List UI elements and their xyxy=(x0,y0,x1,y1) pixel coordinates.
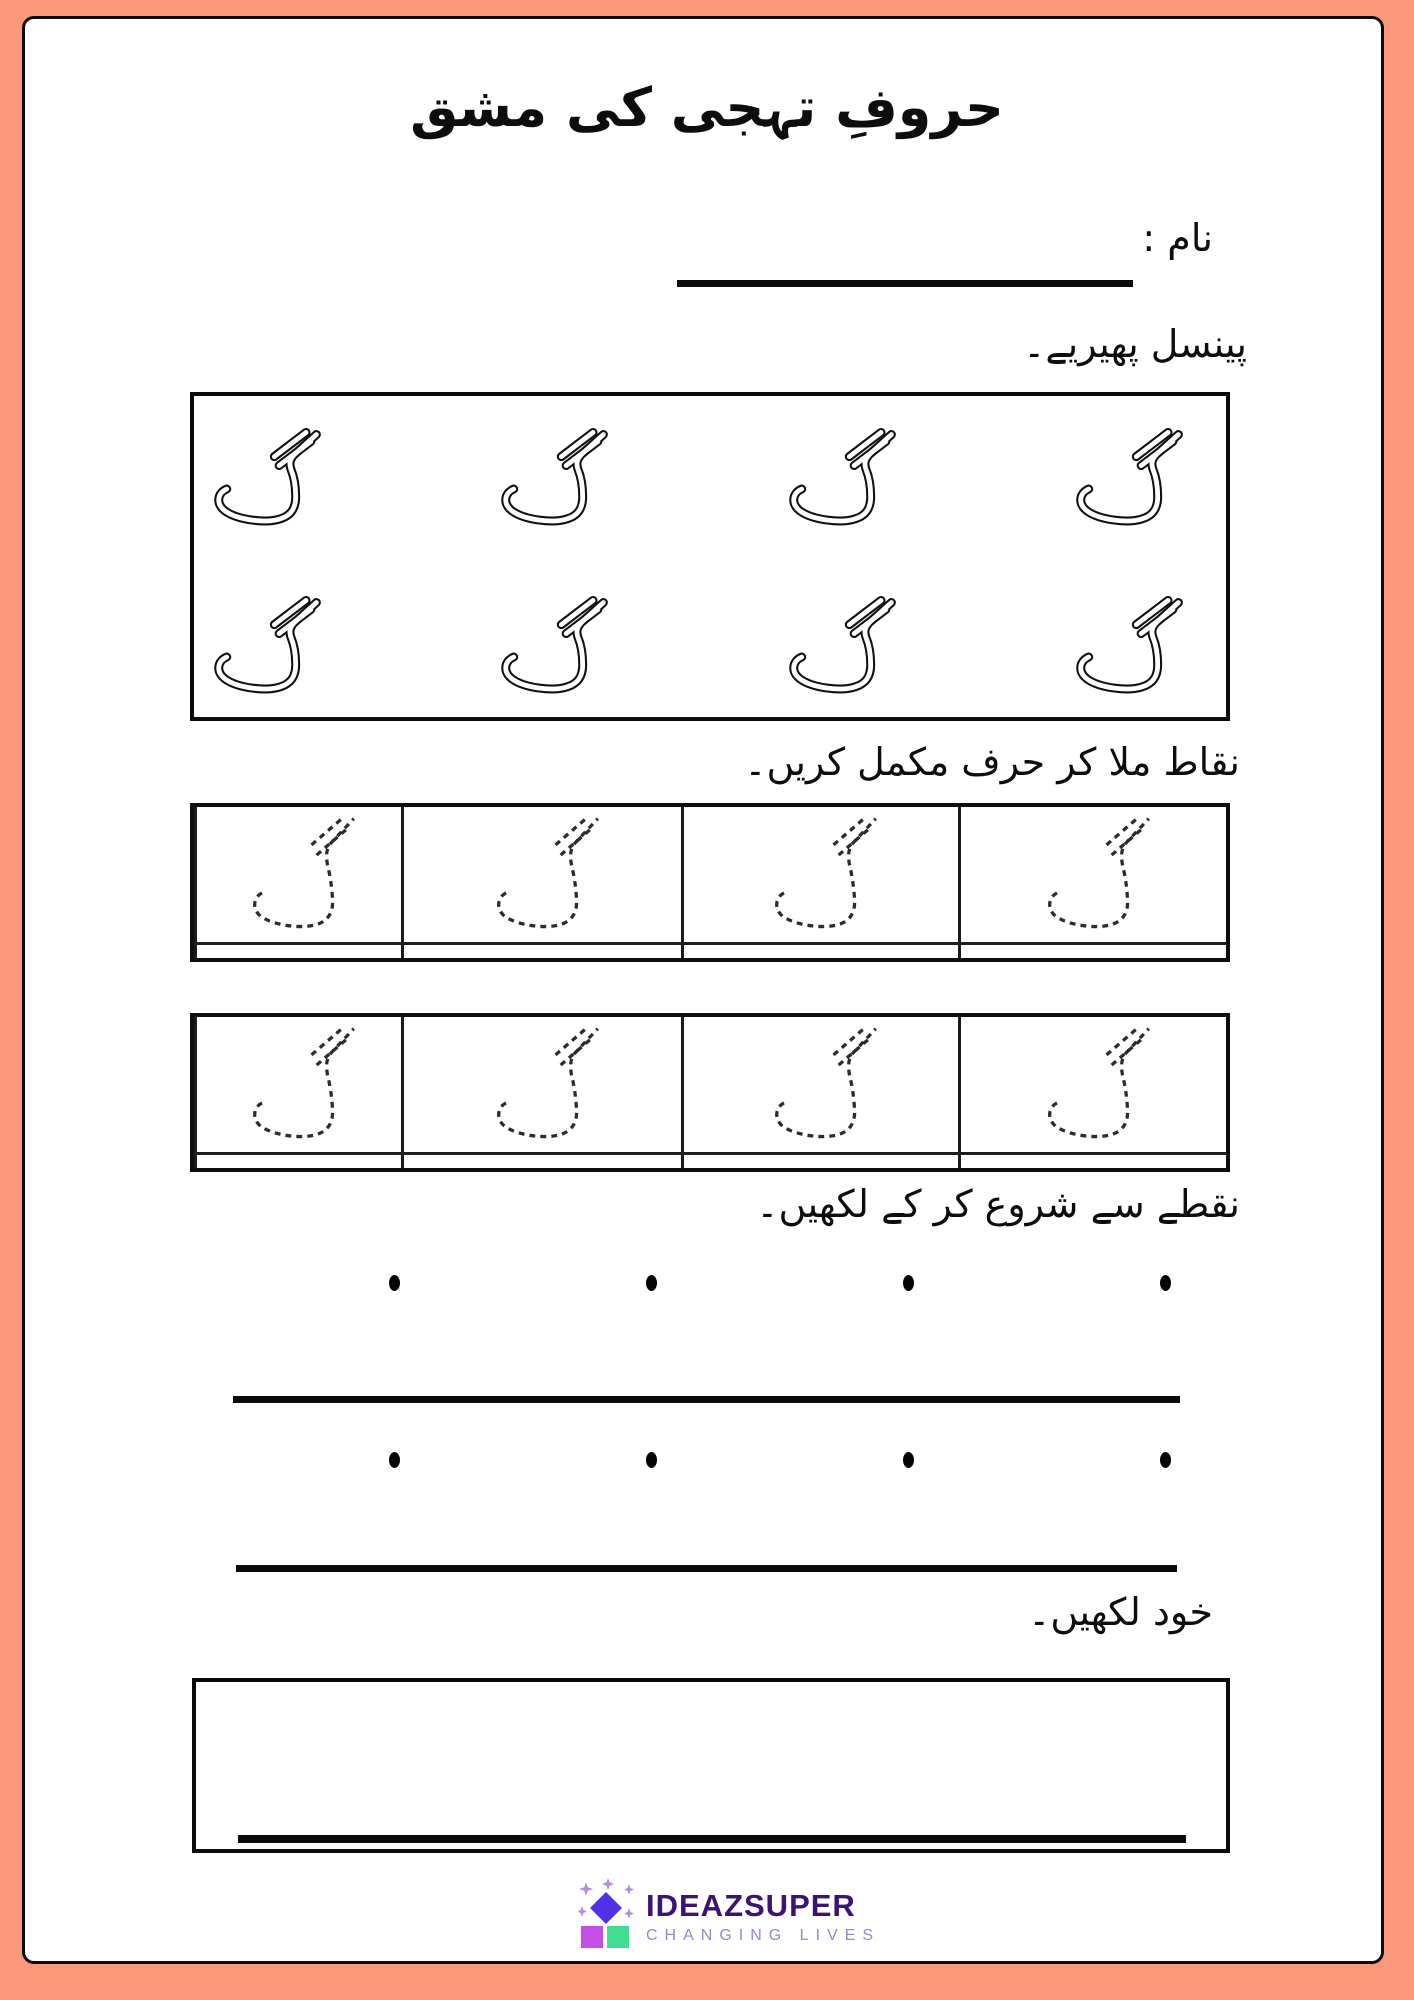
name-write-line xyxy=(677,280,1133,287)
gaf-outline-letter xyxy=(493,422,631,543)
gaf-dashed-letter xyxy=(244,807,368,949)
instruction-start-from-dot: نقطے سے شروع کر کے لکھیں۔ xyxy=(756,1182,1240,1226)
gaf-dashed-letter xyxy=(488,807,612,949)
gaf-outline-letter xyxy=(206,422,344,543)
gaf-outline-letter xyxy=(781,422,919,543)
gaf-outline-letter xyxy=(493,590,631,711)
worksheet-page xyxy=(22,16,1384,1964)
start-dot xyxy=(646,1452,657,1468)
trace-cell xyxy=(681,807,958,958)
name-label: نام : xyxy=(1142,216,1213,260)
start-dot xyxy=(903,1452,914,1468)
start-dot xyxy=(903,1275,914,1291)
trace-cell xyxy=(958,807,1226,958)
gaf-dashed-letter xyxy=(1039,807,1163,949)
trace-cell xyxy=(194,1017,401,1168)
trace-letter-row xyxy=(206,582,1206,718)
trace-cell xyxy=(958,1017,1226,1168)
gaf-outline-letter xyxy=(1068,422,1206,543)
gaf-dashed-letter xyxy=(1039,1017,1163,1159)
self-write-line xyxy=(238,1835,1186,1843)
instruction-trace: پینسل پھیریے۔ xyxy=(1023,322,1247,366)
dotted-trace-row xyxy=(190,1013,1230,1172)
trace-letters-box xyxy=(190,392,1230,721)
brand-logo xyxy=(578,1878,880,1948)
trace-letter-row xyxy=(206,414,1206,550)
trace-cell xyxy=(401,807,681,958)
page-title: حروفِ تہجی کی مشق xyxy=(410,76,1004,139)
instruction-write-yourself: خود لکھیں۔ xyxy=(1028,1590,1213,1634)
instruction-connect-dots: نقاط ملا کر حرف مکمل کریں۔ xyxy=(744,740,1240,784)
gaf-dashed-letter xyxy=(766,807,890,949)
baseline xyxy=(194,942,1226,945)
gaf-outline-letter xyxy=(781,590,919,711)
start-dot xyxy=(646,1275,657,1291)
writing-rule-line xyxy=(236,1565,1177,1572)
start-dot xyxy=(1160,1452,1171,1468)
self-write-box xyxy=(192,1678,1230,1853)
trace-cell xyxy=(194,807,401,958)
logo-tagline: CHANGING LIVES xyxy=(646,1927,881,1944)
logo-text-block xyxy=(646,1878,880,1944)
gaf-dashed-letter xyxy=(244,1017,368,1159)
logo-diamond-icon xyxy=(578,1878,634,1948)
guide-dots-row xyxy=(190,1275,1230,1291)
guide-dots-row xyxy=(190,1452,1230,1468)
start-dot xyxy=(389,1452,400,1468)
start-dot xyxy=(389,1275,400,1291)
logo-name: IDEAZSUPER xyxy=(646,1888,856,1923)
gaf-outline-letter xyxy=(206,590,344,711)
gaf-outline-letter xyxy=(1068,590,1206,711)
start-dot xyxy=(1160,1275,1171,1291)
trace-cell xyxy=(681,1017,958,1168)
baseline xyxy=(194,1152,1226,1155)
writing-rule-line xyxy=(233,1396,1180,1403)
gaf-dashed-letter xyxy=(766,1017,890,1159)
gaf-dashed-letter xyxy=(488,1017,612,1159)
trace-cell xyxy=(401,1017,681,1168)
dotted-trace-row xyxy=(190,803,1230,962)
